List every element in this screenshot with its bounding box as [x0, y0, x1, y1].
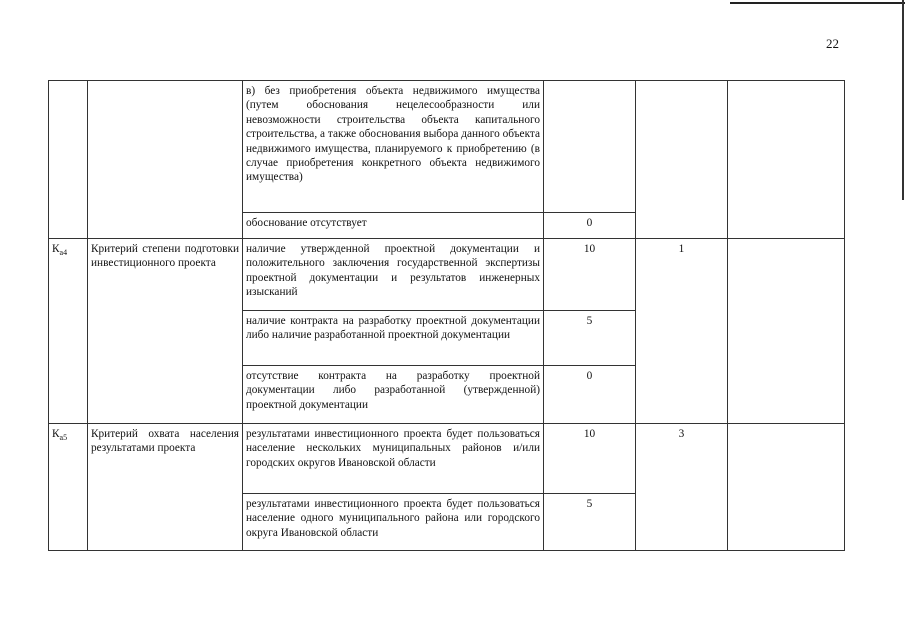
code-subscript: а4 [59, 248, 68, 257]
note-cell [728, 424, 845, 551]
option-text: отсутствие контракта на разработку проектной документации либо разработанной (утвержденной) проектной документации [243, 366, 544, 424]
option-text: результатами инвестиционного проекта будет пользоваться население нескольких муниципальных районов и/или городских округов Ивановской области [243, 424, 544, 494]
weight-cell: 3 [636, 424, 728, 551]
option-text: в) без приобретения объекта недвижимого имущества (путем обоснования нецелесообразности или невозможности строительства объекта капитального строительства, а также обоснования выбора данного объекта недвижимого имущества, планируемого к приобретению (в случае приобретения конкретного объекта недвижимого имущества) [243, 81, 544, 213]
code-label: К [52, 428, 60, 440]
criterion-cell: Критерий охвата населения результатами проекта [88, 424, 243, 551]
option-score: 10 [544, 239, 636, 311]
weight-cell [636, 81, 728, 239]
option-text: наличие контракта на разработку проектной документации либо наличие разработанной проектной документации [243, 311, 544, 366]
option-text: обоснование отсутствует [243, 213, 544, 239]
option-text: результатами инвестиционного проекта будет пользоваться население одного муниципального района или городского округа Ивановской области [243, 494, 544, 551]
code-cell [49, 239, 88, 424]
option-score [544, 81, 636, 213]
code-cell [49, 81, 88, 239]
option-text: наличие утвержденной проектной документации и положительного заключения государственной экспертизы проектной документации и результатов инженерных изысканий [243, 239, 544, 311]
code-label: К [52, 243, 60, 255]
table-row [49, 239, 845, 311]
option-score: 5 [544, 494, 636, 551]
code-subscript: а5 [59, 433, 68, 442]
table-row [49, 424, 845, 494]
code-cell [49, 424, 88, 551]
scan-edge-right [902, 0, 904, 200]
option-score: 0 [544, 366, 636, 424]
criteria-table [48, 80, 845, 551]
option-score: 5 [544, 311, 636, 366]
criterion-cell: Критерий степени подготовки инвестиционного проекта [88, 239, 243, 424]
note-cell [728, 239, 845, 424]
weight-cell: 1 [636, 239, 728, 424]
criterion-cell [88, 81, 243, 239]
scan-edge-top [730, 2, 905, 4]
option-score: 0 [544, 213, 636, 239]
note-cell [728, 81, 845, 239]
option-score: 10 [544, 424, 636, 494]
table-row [49, 81, 845, 213]
page-number: 22 [826, 36, 839, 51]
